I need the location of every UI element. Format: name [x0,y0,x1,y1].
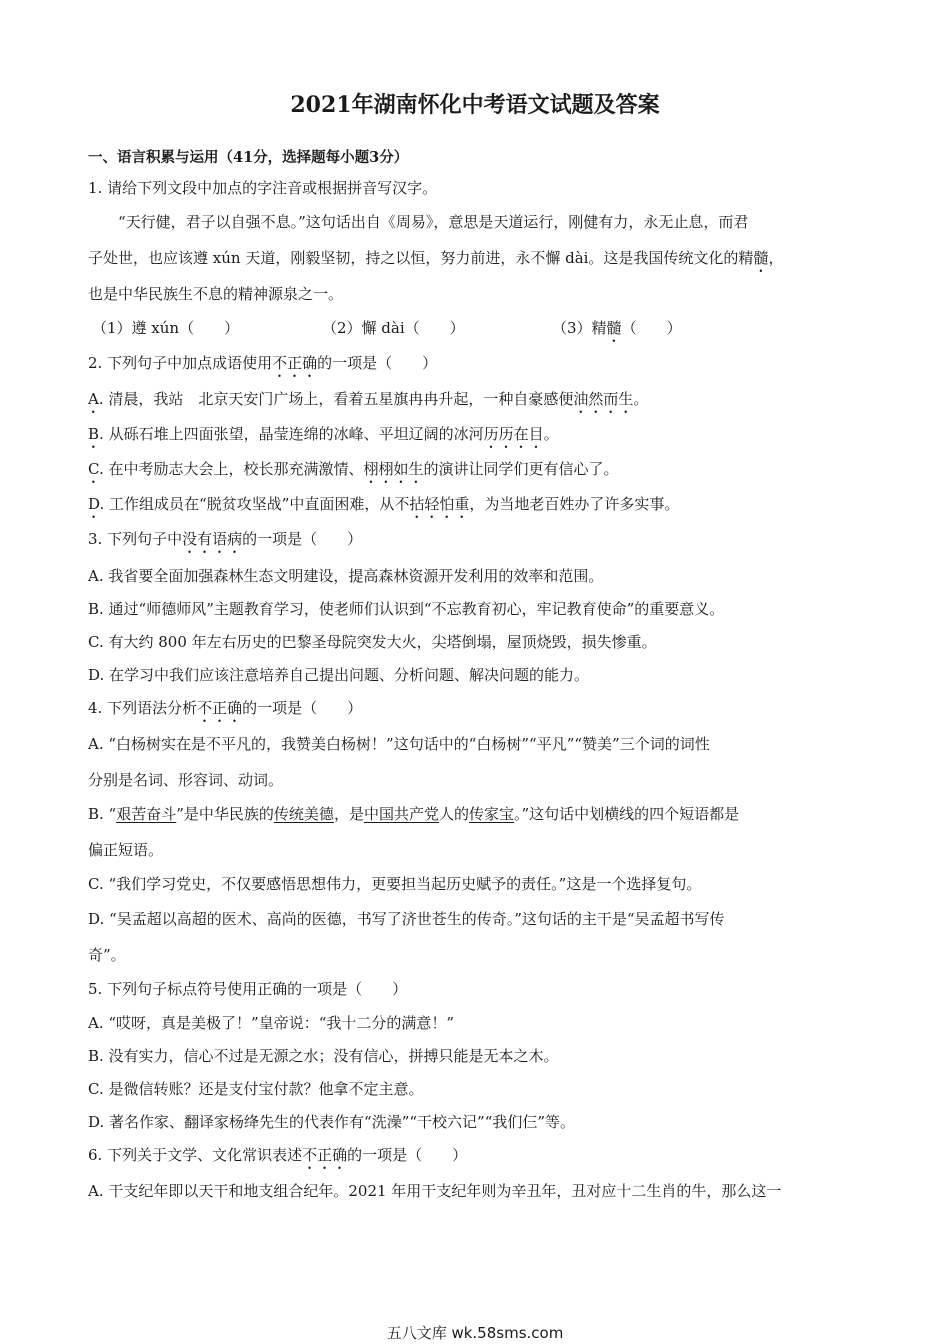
q2-option-a: A. 清晨，我站 北京天安门广场上，看着五星旗冉冉升起，一种自豪感便油然而生。 [88,390,649,408]
q2-stem: 2. 下列句子中加点成语使用不正确的一项是（ ） [88,354,438,372]
q3-stem: 3. 下列句子中没有语病的一项是（ ） [88,530,363,548]
q3-option-b: B. 通过“师德师风”主题教育学习，使老师们认识到“不忘教育初心，牢记教育使命”的重要意义。 [88,600,725,618]
q5-stem: 5. 下列句子标点符号使用正确的一项是（ ） [88,980,408,998]
q1-option-1: （1）遵 xún（ ） [92,319,240,337]
q1-option-2: （2）懈 dài（ ） [322,319,465,337]
q4-option-a-line-2: 分别是名词、形容词、动词。 [88,771,284,789]
footer-watermark: 五八文库 wk.58sms.com [386,1324,564,1342]
q6-option-a: A. 干支纪年即以天干和地支组合纪年。2021 年用干支纪年则为辛丑年，丑对应十二生肖的牛，那么这一 [88,1182,782,1200]
emphasized-char: 髓 [753,249,769,267]
q4-stem: 4. 下列语法分析不正确的一项是（ ） [88,699,363,717]
q3-option-c: C. 有大约 800 年左右历史的巴黎圣母院突发大火，尖塔倒塌，屋顶烧毁，损失惨重。 [88,633,657,651]
q3-option-d: D. 在学习中我们应该注意培养自己提出问题、分析问题、解决问题的能力。 [88,666,590,684]
q1-passage-line-3: 也是中华民族生不息的精神源泉之一。 [88,285,344,303]
q2-option-c: C. 在中考励志大会上，校长那充满激情、栩栩如生的演讲让同学们更有信心了。 [88,460,619,478]
q4-option-d-line-1: D. “吴孟超以高超的医术、高尚的医德，书写了济世苍生的传奇。”这句话的主干是“吴孟超书写传 [88,910,725,928]
q2-option-d: D. 工作组成员在“脱贫攻坚战”中直面困难，从不拈轻怕重，为当地老百姓办了许多实事。 [88,495,680,513]
q1-passage-line-1: “天行健，君子以自强不息。”这句话出自《周易》，意思是天道运行，刚健有力，永无止息，而君 [118,213,749,231]
q4-option-b-line-1: B. “艰苦奋斗”是中华民族的传统美德，是中国共产党人的传家宝。”这句话中划横线的四个短语都是 [88,805,740,823]
q4-option-c: C. “我们学习党史，不仅要感悟思想伟力，更要担当起历史赋予的责任。”这是一个选择复句。 [88,875,702,893]
q1-stem: 1. 请给下列文段中加点的字注音或根据拼音写汉字。 [88,179,438,197]
q4-option-b-line-2: 偏正短语。 [88,841,164,859]
q5-option-a: A. “哎呀，真是美极了！”皇帝说：“我十二分的满意！” [88,1014,455,1032]
q4-option-a-line-1: A. “白杨树实在是不平凡的，我赞美白杨树！”这句话中的“白杨树”“平凡”“赞美”三个词的词性 [88,735,710,753]
q5-option-d: D. 著名作家、翻译家杨绛先生的代表作有“洗澡”“干校六记”“我们仨”等。 [88,1113,576,1131]
q4-option-d-line-2: 奇”。 [88,946,126,964]
q3-option-a: A. 我省要全面加强森林生态文明建设，提高森林资源开发利用的效率和范围。 [88,567,604,585]
q2-option-b: B. 从砾石堆上四面张望，晶莹连绵的冰峰、平坦辽阔的冰河历历在目。 [88,425,559,443]
page-title: 2021年湖南怀化中考语文试题及答案 [290,92,660,118]
q5-option-b: B. 没有实力，信心不过是无源之水；没有信心，拼搏只能是无本之木。 [88,1047,559,1065]
q1-option-3: （3）精髓（ ） [552,319,682,337]
q1-passage-line-2: 子处世，也应该遵 xún 天道，刚毅坚韧，持之以恒，努力前进，永不懈 dài。这是我国传统文化的精髓， [88,249,784,267]
q5-option-c: C. 是微信转账？还是支付宝付款？他拿不定主意。 [88,1080,424,1098]
section-heading: 一、语言积累与运用（41分，选择题每小题3分） [88,149,409,166]
q6-stem: 6. 下列关于文学、文化常识表述不正确的一项是（ ） [88,1146,468,1164]
